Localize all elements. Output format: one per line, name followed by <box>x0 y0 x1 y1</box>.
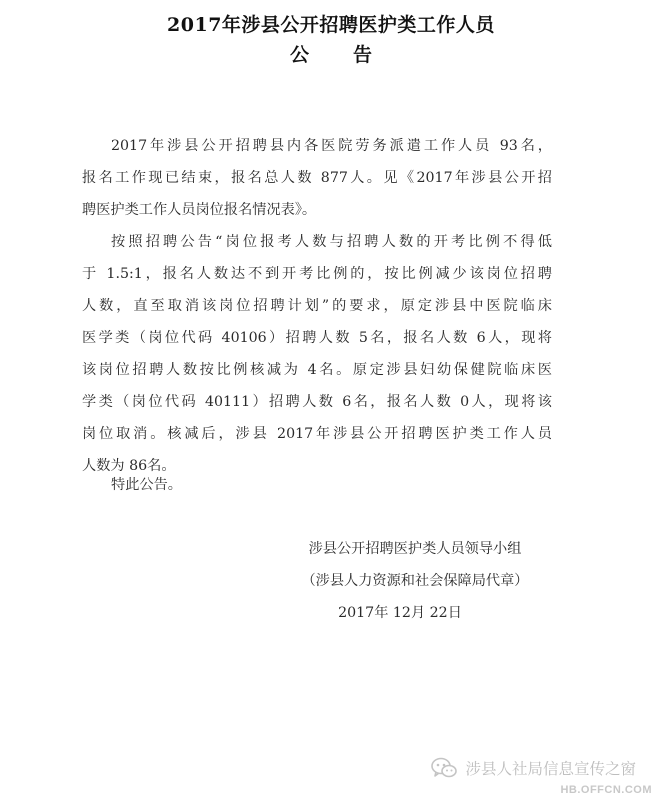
text-line: 学类（岗位代码 40111）招聘人数 6名，报名人数 0人，现将该 <box>82 394 552 410</box>
text-line: 人数，直至取消该岗位招聘计划”的要求，原定涉县中医院临床 <box>82 298 552 314</box>
notice-title: 2017年涉县公开招聘医护类工作人员 <box>167 14 495 36</box>
text-line: 医学类（岗位代码 40106）招聘人数 5名，报名人数 6人，现将 <box>82 330 552 346</box>
text-line: 聘医护类工作人员岗位报名情况表》。 <box>82 202 317 218</box>
text-line: 人数为 86名。 <box>82 458 176 474</box>
paragraph-closing <box>82 469 552 501</box>
text-line: 特此公告。 <box>111 477 182 493</box>
wechat-icon <box>431 757 457 779</box>
text-line: 岗位取消。核减后，涉县 2017年涉县公开招聘医护类工作人员 <box>82 426 552 442</box>
signature-agent-seal: （涉县人力资源和社会保障局代章） <box>301 573 529 589</box>
text-line: 于 1.5:1，报名人数达不到开考比例的，按比例减少该岗位招聘 <box>82 266 552 282</box>
wechat-watermark <box>431 757 636 779</box>
signature-organization: 涉县公开招聘医护类人员领导小组 <box>308 541 522 557</box>
text-line: 报名工作现已结束，报名总人数 877人。见《2017年涉县公开招 <box>82 170 552 186</box>
text-line: 2017年涉县公开招聘县内各医院劳务派遣工作人员 93名， <box>111 138 552 154</box>
watermark-site-url: HB.OFFCN.COM <box>560 784 652 796</box>
watermark-account-name: 涉县人社局信息宣传之窗 <box>465 761 636 778</box>
notice-subtitle: 公告 <box>289 44 416 66</box>
signature-date: 2017年 12月 22日 <box>338 605 462 621</box>
text-line: 按照招聘公告“岗位报考人数与招聘人数的开考比例不得低 <box>111 234 552 250</box>
paragraph-recruitment-summary <box>82 130 552 226</box>
text-line: 该岗位招聘人数按比例核减为 4名。原定涉县妇幼保健院临床医 <box>82 362 552 378</box>
paragraph-position-adjustment <box>82 226 552 482</box>
